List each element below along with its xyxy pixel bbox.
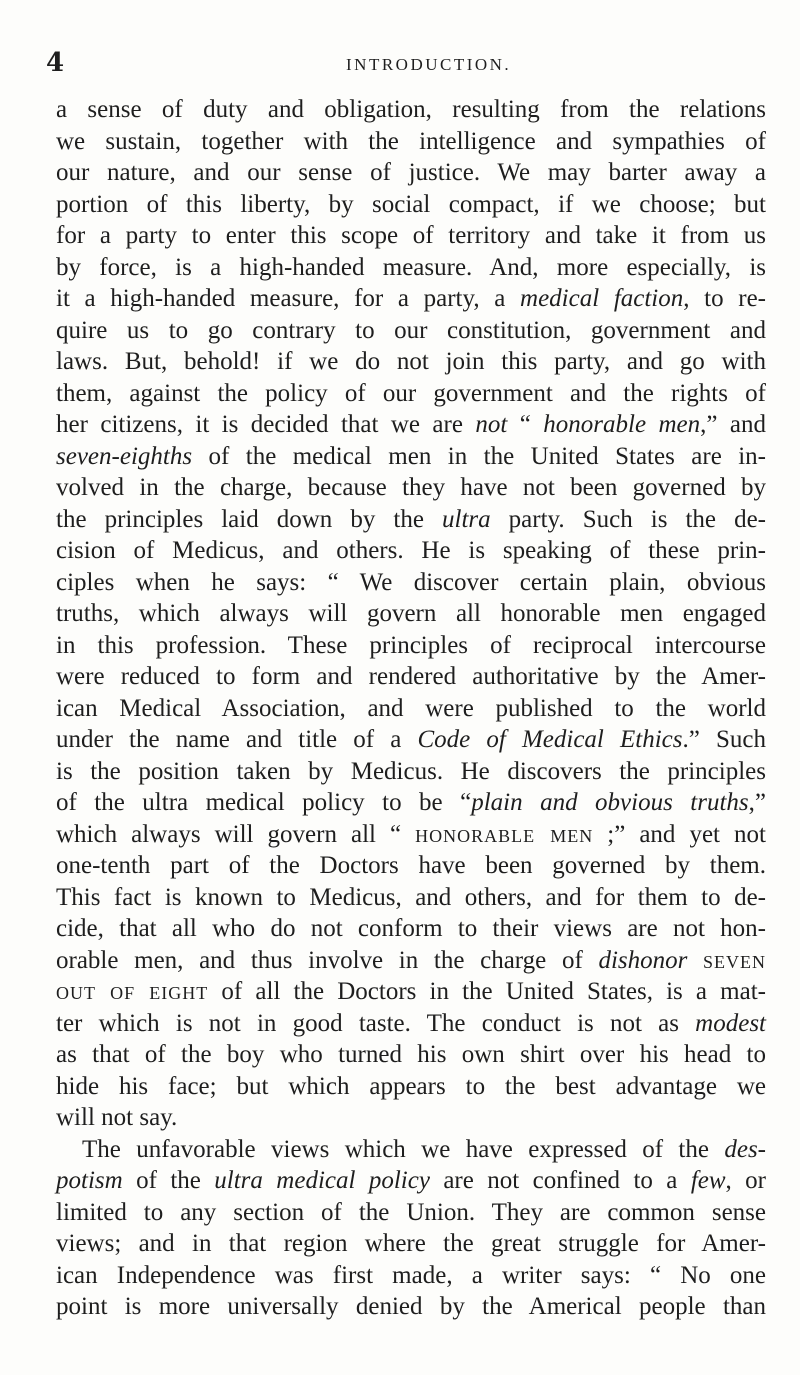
text-line: portion of this liberty, by social compact, if we choose; but	[56, 190, 766, 218]
small-caps-text: honorable men	[415, 820, 594, 848]
text-line: is the position taken by Medicus. He discovers the principles	[56, 757, 766, 785]
italic-text: modest	[695, 1009, 766, 1037]
text-line: for a party to enter this scope of territory and take it from us	[56, 222, 766, 249]
italic-text: honorable men	[543, 411, 701, 438]
text-line: limited to any section of the Union. They are common sense	[56, 1198, 766, 1226]
italic-text: plain and obvious truths	[471, 789, 749, 816]
text-line: truths, which always will govern all honorable men engaged	[56, 600, 766, 627]
text-line: the principles laid down by the ultra party. Such is the de-	[56, 505, 766, 533]
text-line: it a high-handed measure, for a party, a medical faction, to re-	[56, 285, 767, 312]
text-line: cision of Medicus, and others. He is speaking of these prin-	[56, 537, 766, 564]
text-line: by force, is a high-handed measure. And, more especially, is	[56, 253, 766, 281]
text-line: potism of the ultra medical policy are not confined to a few, or	[56, 1167, 767, 1194]
italic-text: seven-eighths	[56, 442, 193, 470]
text-line: them, against the policy of our government and the rights of	[56, 379, 766, 407]
text-line: ciples when he says: “ We discover certain plain, obvious	[56, 568, 766, 596]
small-caps-text: seven	[703, 946, 767, 974]
text-line: we sustain, together with the intelligence and sympathies of	[56, 127, 766, 155]
text-line: volved in the charge, because they have not been governed by	[56, 474, 766, 501]
page-number: 4	[46, 48, 65, 78]
text-line: which always will govern all “ honorable men ;” and yet not	[56, 820, 766, 848]
text-line: hide his face; but which appears to the best advantage we	[56, 1072, 766, 1100]
text-line: ican Independence was first made, a writer says: “ No one	[56, 1261, 766, 1289]
text-line: seven-eighths of the medical men in the United States are in-	[56, 442, 766, 470]
text-line: ican Medical Association, and were published to the world	[56, 694, 766, 722]
text-line: were reduced to form and rendered authoritative by the Amer-	[56, 663, 766, 690]
page-header	[46, 48, 746, 88]
text-line: of the ultra medical policy to be “plain and obvious truths,”	[56, 789, 766, 816]
text-line: ter which is not in good taste. The conduct is not as modest	[56, 1009, 766, 1037]
text-line: The unfavorable views which we have expressed of the des-	[82, 1135, 766, 1163]
italic-text: few	[690, 1167, 726, 1194]
text-line: This fact is known to Medicus, and others, and for them to de-	[56, 883, 766, 911]
body-text	[56, 94, 766, 1323]
text-line: one-tenth part of the Doctors have been governed by them.	[56, 852, 766, 879]
text-line: our nature, and our sense of justice. We may barter away a	[56, 159, 766, 186]
text-line: point is more universally denied by the Americal people than	[56, 1293, 766, 1320]
italic-text: potism	[56, 1167, 123, 1194]
italic-text: des-	[724, 1135, 766, 1163]
italic-text: not	[475, 411, 508, 438]
text-line: will not say.	[56, 1104, 178, 1131]
italic-text: dishonor	[598, 946, 688, 974]
text-line: cide, that all who do not conform to their views are not hon-	[56, 915, 766, 942]
text-line: her citizens, it is decided that we are not “ honorable men,” and	[56, 411, 767, 438]
italic-text: ultra	[442, 505, 491, 533]
running-head: INTRODUCTION.	[346, 55, 512, 74]
text-line: in this profession. These principles of reciprocal intercourse	[56, 631, 766, 659]
text-line: as that of the boy who turned his own shirt over his head to	[56, 1041, 766, 1068]
text-line: views; and in that region where the great struggle for Amer-	[56, 1230, 766, 1257]
text-line: quire us to go contrary to our constitution, government and	[56, 316, 766, 344]
text-line: orable men, and thus involve in the charge of dishonor seven	[56, 946, 767, 974]
text-line: out of eight of all the Doctors in the United States, is a mat-	[56, 978, 766, 1005]
text-line: under the name and title of a Code of Medical Ethics.” Such	[56, 726, 766, 753]
text-line: laws. But, behold! if we do not join this party, and go with	[56, 348, 766, 375]
text-line: a sense of duty and obligation, resulting from the relations	[56, 96, 766, 123]
small-caps-text: out of eight	[56, 978, 209, 1005]
italic-text: ultra medical policy	[214, 1167, 430, 1194]
italic-text: medical faction	[520, 285, 684, 312]
italic-text: Code of Medical Ethics	[417, 726, 683, 753]
